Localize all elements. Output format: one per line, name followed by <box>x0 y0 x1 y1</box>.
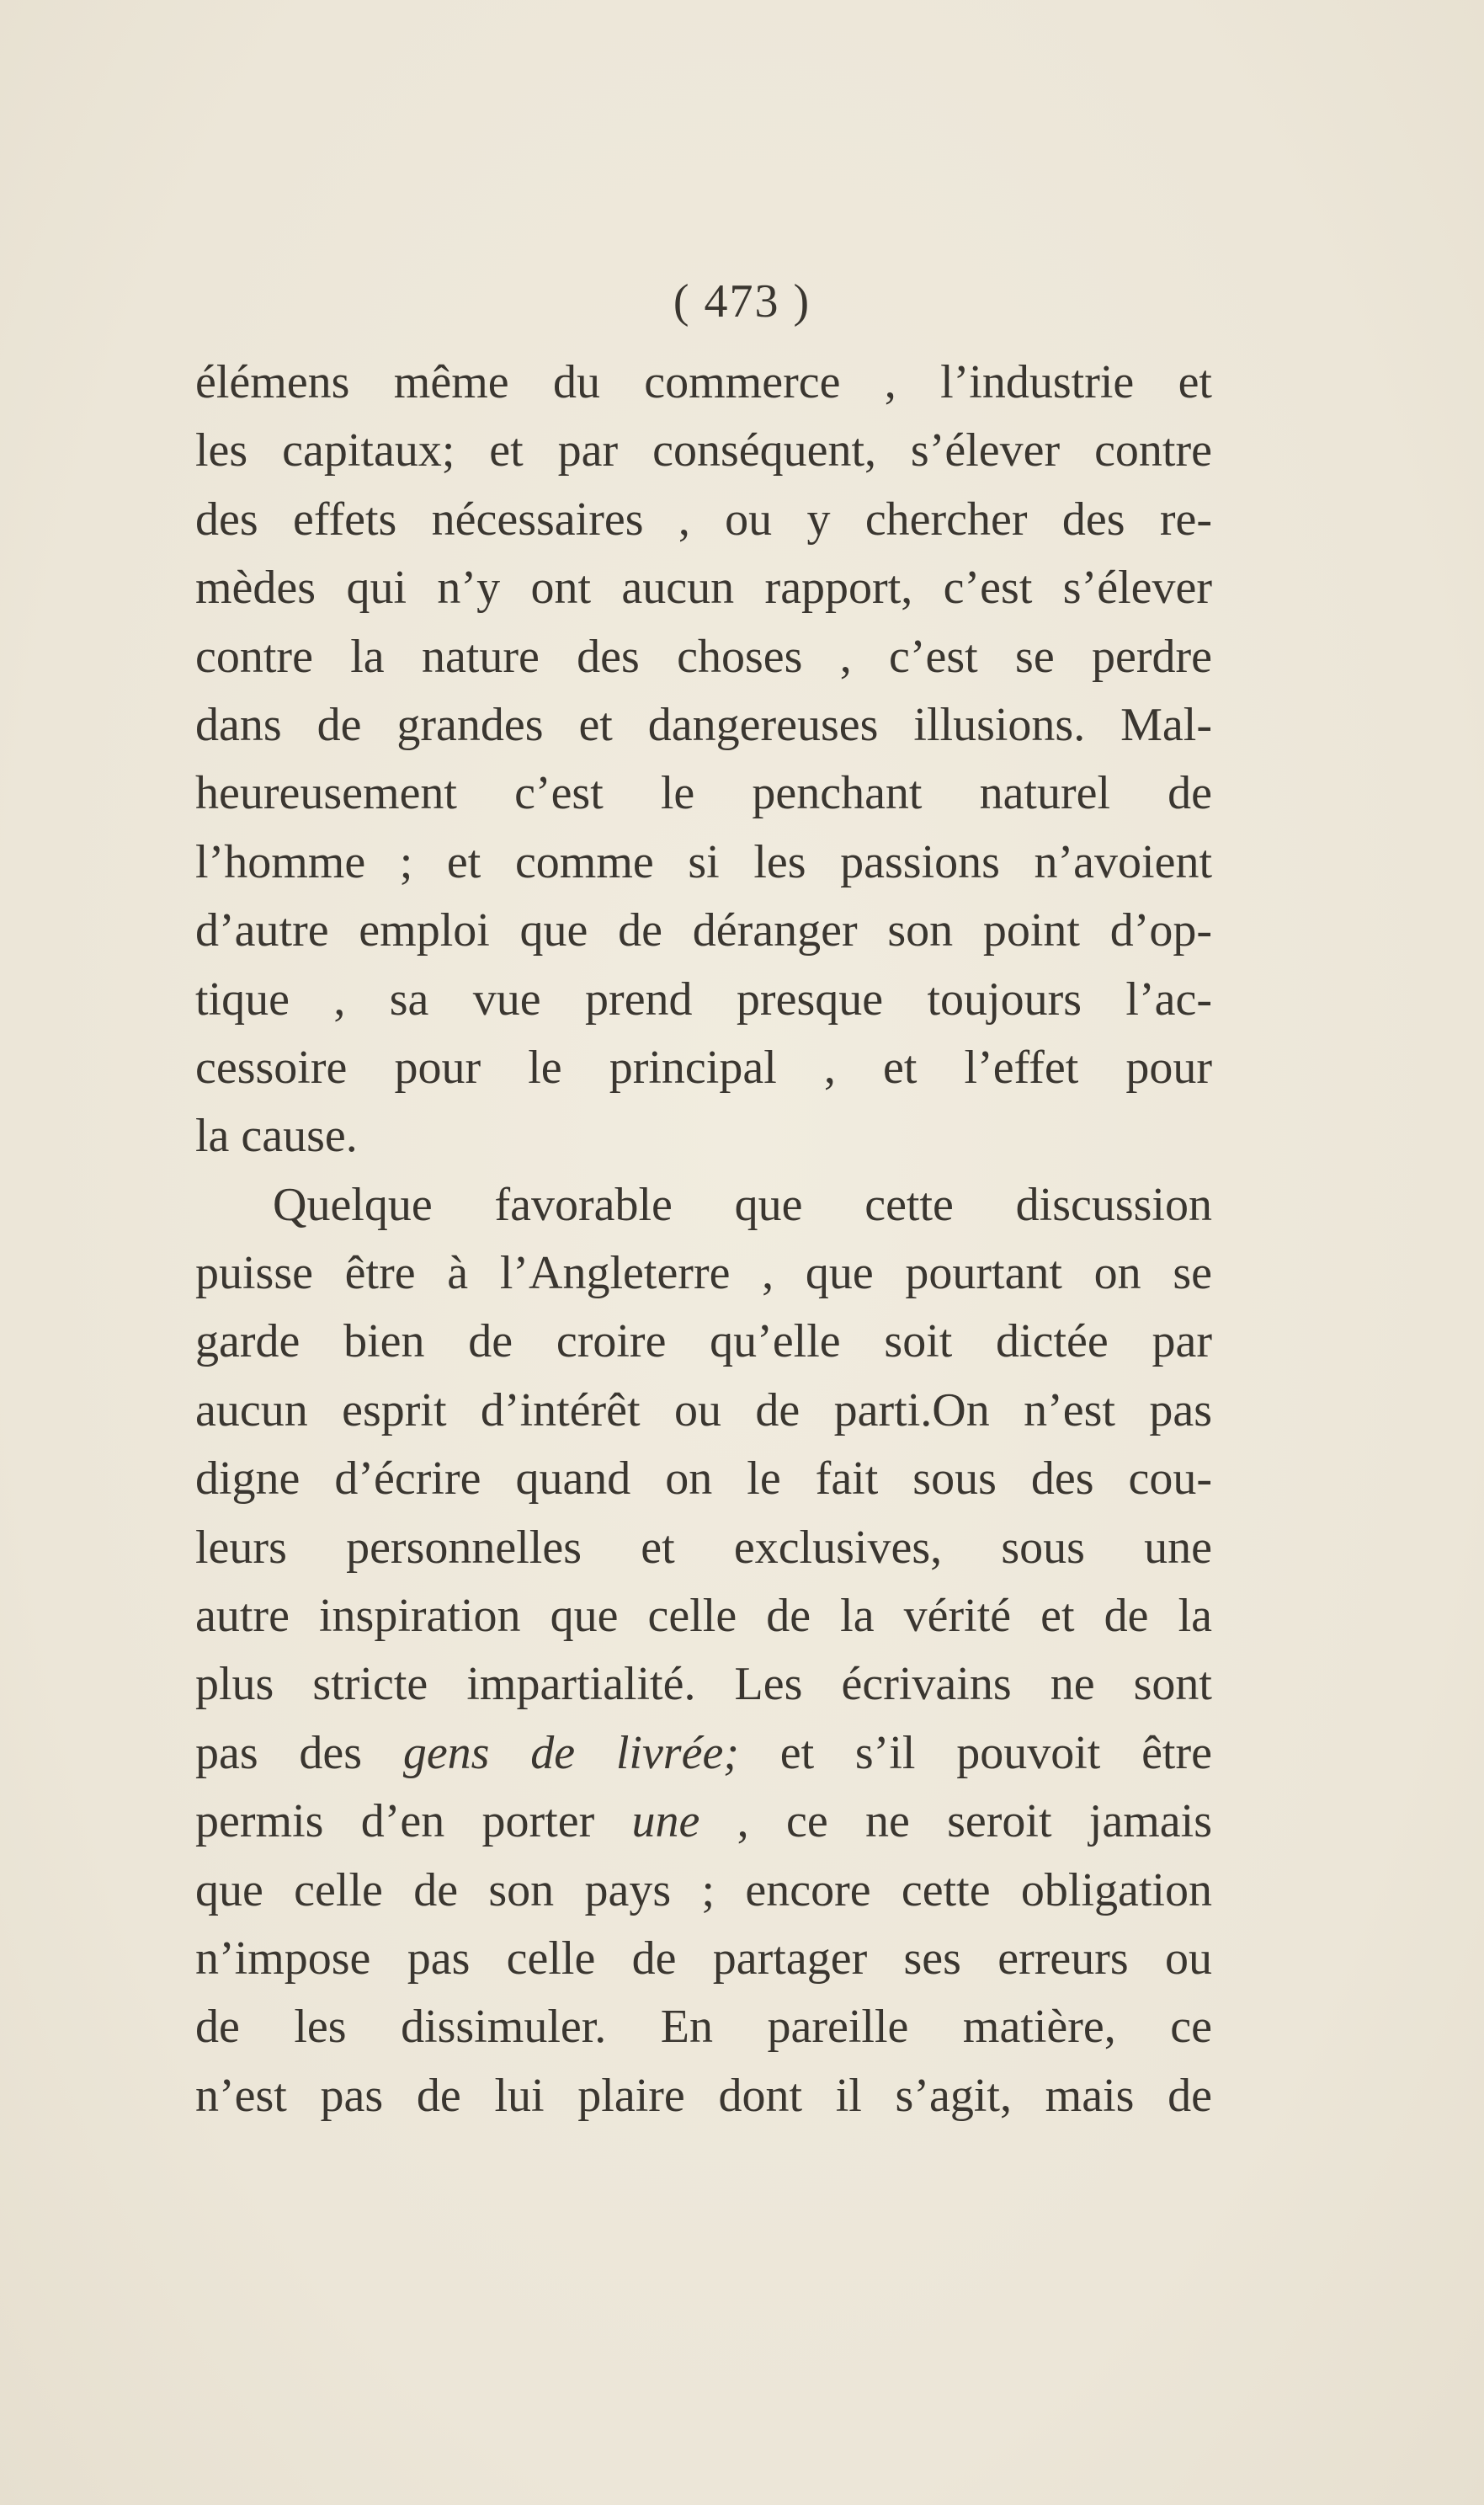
text-line: tique , sa vue prend presque toujours l’ac- <box>195 973 1212 1026</box>
text-line: des effets nécessaires , ou y chercher des re- <box>195 493 1212 546</box>
text-line: garde bien de croire qu’elle soit dictée par <box>195 1315 1212 1368</box>
text-segment: , ce ne seroit jamais <box>699 1795 1212 1848</box>
text-line: la cause. <box>195 1110 358 1163</box>
page-number: ( 473 ) <box>673 275 811 328</box>
text-line: l’homme ; et comme si les passions n’avoient <box>195 835 1212 888</box>
text-line: leurs personnelles et exclusives, sous une <box>195 1521 1212 1574</box>
text-line: mèdes qui n’y ont aucun rapport, c’est s’élever <box>195 562 1212 615</box>
text-segment: et s’il pouvoit être <box>738 1726 1212 1779</box>
text-line: n’est pas de lui plaire dont il s’agit, mais de <box>195 2069 1212 2122</box>
body-text <box>195 349 1212 2130</box>
text-line: cessoire pour le principal , et l’effet pour <box>195 1041 1212 1094</box>
italic-phrase: une <box>631 1795 700 1848</box>
text-line: d’autre emploi que de déranger son point d’op- <box>195 904 1212 957</box>
paragraph-2 <box>195 1171 1212 2130</box>
text-line: les capitaux; et par conséquent, s’élever contre <box>195 424 1212 477</box>
text-line: de les dissimuler. En pareille matière, ce <box>195 2001 1212 2054</box>
text-line-with-italic <box>195 1788 1212 1856</box>
text-line: autre inspiration que celle de la vérité et de la <box>195 1590 1212 1643</box>
text-line: Quelque favorable que cette discussion <box>273 1178 1212 1231</box>
text-line: dans de grandes et dangereuses illusions. Mal- <box>195 698 1212 751</box>
text-segment: permis d’en porter <box>195 1795 632 1848</box>
italic-phrase: gens de livrée; <box>402 1726 739 1779</box>
text-line: heureusement c’est le penchant naturel de <box>195 767 1212 820</box>
text-line: n’impose pas celle de partager ses erreurs ou <box>195 1932 1212 1985</box>
text-line: contre la nature des choses , c’est se perdre <box>195 630 1212 683</box>
text-line: que celle de son pays ; encore cette obligation <box>195 1863 1212 1916</box>
paragraph-1 <box>195 349 1212 1171</box>
text-line: aucun esprit d’intérêt ou de parti.On n’est pas <box>195 1383 1212 1436</box>
text-line-with-italic <box>195 1719 1212 1788</box>
text-line: puisse être à l’Angleterre , que pourtant on se <box>195 1247 1212 1300</box>
text-line: digne d’écrire quand on le fait sous des cou- <box>195 1452 1212 1506</box>
text-line: élémens même du commerce , l’industrie et <box>195 356 1212 408</box>
text-line: plus stricte impartialité. Les écrivains ne sont <box>195 1658 1212 1711</box>
text-segment: pas des <box>195 1726 403 1779</box>
